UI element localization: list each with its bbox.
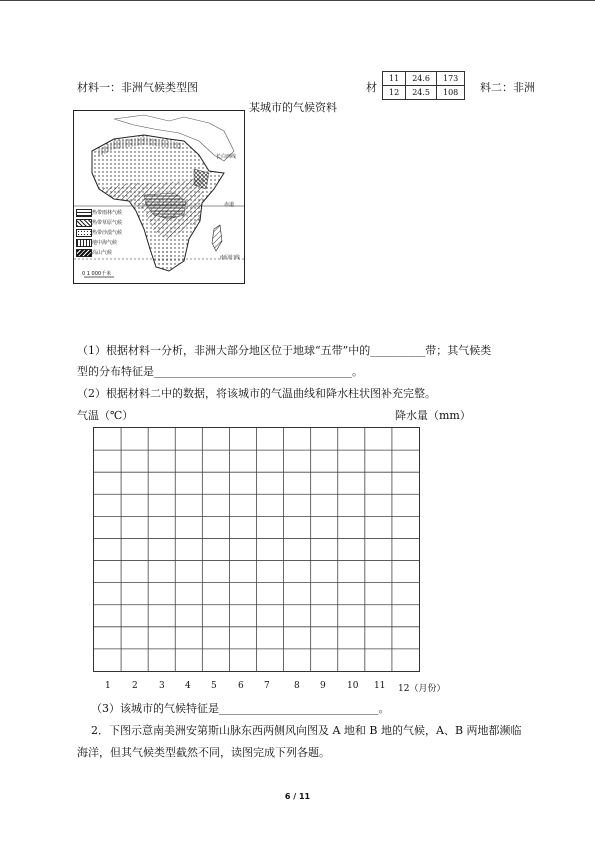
month-tick: 9: [320, 681, 326, 691]
precipitation-axis-label: 降水量（mm）: [395, 409, 471, 422]
page-number: 6 / 11: [284, 792, 311, 801]
legend-label-desert: 热带沙漠气候: [92, 230, 123, 236]
table-cell: 108: [437, 86, 465, 100]
legend-label-highland: 高山气候: [92, 250, 113, 256]
legend-label-savanna: 热带草原气候: [92, 220, 123, 226]
month-tick: 8: [294, 681, 300, 691]
map-label-equator: 赤道: [224, 202, 235, 208]
month-tick: 11: [374, 681, 386, 691]
map-scale-label: 0 1 000千米: [82, 271, 112, 277]
month-tick: 5: [211, 681, 217, 691]
legend-swatch-mediterranean: [76, 239, 92, 247]
month-tick: 4: [185, 681, 191, 691]
next-question-line-1: 2．下图示意南美洲安第斯山脉东西两侧风向图及 A 地和 B 地的气候，A、B 两地都濒临: [91, 724, 522, 737]
material-one-label: 材料一：非洲气候类型图: [77, 81, 198, 94]
month-tick: 12（月份）: [398, 684, 446, 694]
legend-label-mediterranean: 地中海气候: [92, 240, 118, 246]
question-1-line-1: （1）根据材料一分析，非洲大部分地区位于地球“五带”中的__________带；其气候类: [77, 344, 492, 357]
question-1-line-2: 型的分布特征是____________________________________。: [77, 365, 363, 378]
month-tick: 1: [105, 681, 111, 691]
legend-swatch-highland: [76, 249, 92, 257]
table-cell: 12: [383, 86, 406, 100]
material-two-label-right: 料二：非洲: [480, 81, 535, 94]
table-cell: 24.6: [406, 72, 437, 86]
question-3: （3）该城市的气候特征是_____________________________。: [91, 702, 390, 715]
map-label-longitude: 长白西线: [216, 154, 237, 160]
africa-climate-map: [73, 110, 245, 284]
question-2: （2）根据材料二中的数据，将该城市的气温曲线和降水柱状图补充完整。: [77, 387, 436, 400]
month-tick: 7: [264, 681, 270, 691]
table-row: [383, 72, 465, 86]
legend-swatch-rainforest: [76, 209, 92, 217]
temperature-axis-label: 气温（℃）: [77, 409, 134, 422]
blank-climate-chart-grid: [93, 427, 420, 672]
header-rule: [0, 0, 595, 1]
grid-lines: [94, 428, 419, 671]
legend-label-rainforest: 热带雨林气候: [92, 210, 123, 216]
material-two-subtitle: 某城市的气候资料: [249, 101, 337, 114]
month-tick: 2: [132, 681, 138, 691]
next-question-line-2: 海洋，但其气候类型截然不同，读图完成下列各题。: [77, 746, 330, 759]
climate-data-table: [382, 71, 465, 100]
map-label-tropic: 南回归线: [220, 255, 241, 261]
material-two-label-left: 材: [366, 81, 377, 94]
month-tick: 3: [159, 681, 165, 691]
table-cell: 11: [383, 72, 406, 86]
month-tick: 6: [238, 681, 244, 691]
legend-swatch-desert: [76, 229, 92, 237]
legend-swatch-savanna: [76, 219, 92, 227]
month-tick: 10: [347, 681, 359, 691]
africa-map-graphic: [74, 111, 244, 283]
table-cell: 24.5: [406, 86, 437, 100]
table-cell: 173: [437, 72, 465, 86]
table-row: [383, 86, 465, 100]
